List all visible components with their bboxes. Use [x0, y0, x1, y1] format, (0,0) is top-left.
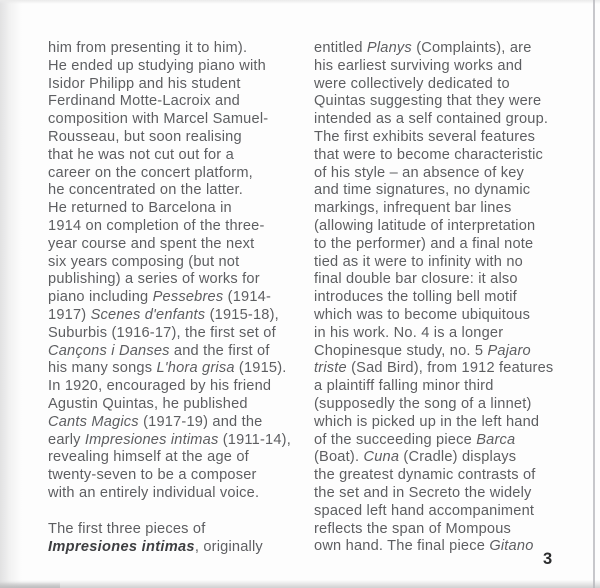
- text-segment: He returned to Barcelona in: [48, 200, 232, 217]
- text-segment: piano including: [48, 289, 153, 306]
- text-segment: him from presenting it to him).: [48, 40, 248, 56]
- text-segment: Quintas suggesting that they were: [314, 93, 542, 110]
- text-line: [314, 236, 582, 254]
- text-segment: which was to become ubiquitous: [314, 306, 531, 323]
- text-segment: (Sad Bird), from 1912 features: [346, 360, 554, 377]
- work-title: Cuna: [363, 449, 400, 466]
- text-column-left: [48, 40, 298, 556]
- text-line: [48, 236, 298, 254]
- text-line: [48, 307, 298, 325]
- text-segment: (1914-: [223, 289, 272, 306]
- text-line: [314, 58, 582, 76]
- text-line: [48, 76, 298, 94]
- text-segment: reflects the span of Mompous: [314, 520, 512, 537]
- text-segment: tied as it were to infinity with no: [314, 253, 523, 270]
- text-segment: (supposedly the song of a linnet): [314, 395, 532, 412]
- text-segment: twenty-seven to be a composer: [48, 467, 257, 484]
- text-line: [48, 200, 298, 218]
- text-line: [48, 325, 298, 343]
- text-segment: intended as a self contained group.: [314, 111, 549, 128]
- text-line: [314, 485, 582, 503]
- text-segment: (Complaints), are: [411, 40, 532, 56]
- text-segment: (1915).: [234, 360, 287, 377]
- text-line: [48, 503, 298, 521]
- text-line: [48, 360, 298, 378]
- work-title: Planys: [366, 40, 412, 56]
- text-line: [314, 521, 582, 539]
- text-segment: to the performer) and a final note: [314, 235, 534, 252]
- text-line: [314, 182, 582, 200]
- text-segment: career on the concert platform,: [48, 164, 253, 181]
- text-segment: own hand. The final piece: [314, 538, 490, 555]
- text-segment: Suburbis (1916-17), the first set of: [48, 324, 276, 341]
- text-segment: 1917): [48, 306, 91, 323]
- text-segment: and time signatures, no dynamic: [314, 182, 531, 199]
- text-line: [314, 289, 582, 307]
- work-title: Barca: [476, 431, 516, 448]
- text-line: [314, 503, 582, 521]
- text-line: [48, 539, 298, 557]
- page-number: 3: [543, 550, 553, 568]
- text-line: [314, 200, 582, 218]
- text-segment: entitled: [314, 40, 367, 56]
- text-line: [48, 432, 298, 450]
- text-segment: Isidor Philipp and his student: [48, 75, 241, 92]
- text-segment: Chopinesque study, no. 5: [314, 342, 488, 359]
- text-segment: (Boat).: [314, 449, 364, 466]
- text-line: [48, 271, 298, 289]
- text-line: [314, 378, 582, 396]
- text-segment: He ended up studying piano with: [48, 57, 266, 74]
- text-line: [314, 218, 582, 236]
- text-line: [314, 307, 582, 325]
- text-segment: The first exhibits several features: [314, 128, 536, 145]
- text-line: [314, 538, 582, 556]
- text-segment: revealing himself at the age of: [48, 449, 249, 466]
- text-line: [314, 93, 582, 111]
- text-line: [48, 343, 298, 361]
- work-title: L'hora grisa: [156, 360, 235, 377]
- text-segment: the greatest dynamic contrasts of: [314, 467, 536, 484]
- text-segment: of his style – an absence of key: [314, 164, 525, 181]
- text-line: [314, 111, 582, 129]
- text-line: [48, 414, 298, 432]
- text-segment: were collectively dedicated to: [314, 75, 510, 92]
- text-line: [314, 343, 582, 361]
- text-segment: (1911-14),: [218, 431, 291, 448]
- text-segment: (1917-19) and the: [138, 413, 263, 430]
- text-segment: that he was not cut out for a: [48, 146, 234, 163]
- text-segment: Agustin Quintas, he published: [48, 395, 248, 412]
- scan-edge-corner-shadow: [0, 582, 60, 588]
- text-segment: with an entirely individual voice.: [48, 484, 260, 501]
- work-title: Cançons i Danses: [48, 342, 170, 359]
- text-segment: final double bar closure: it also: [314, 271, 518, 288]
- text-line: [314, 360, 582, 378]
- text-line: [48, 182, 298, 200]
- text-line: [48, 40, 298, 58]
- text-line: [48, 218, 298, 236]
- text-line: [48, 129, 298, 147]
- text-segment: he concentrated on the latter.: [48, 182, 244, 199]
- work-title: Impresiones intimas: [48, 538, 195, 555]
- text-segment: of the succeeding piece: [314, 431, 477, 448]
- text-line: [48, 254, 298, 272]
- text-line: [314, 76, 582, 94]
- text-segment: In 1920, encouraged by his friend: [48, 378, 272, 395]
- text-segment: , originally: [194, 538, 263, 555]
- text-line: [314, 129, 582, 147]
- text-segment: publishing) a series of works for: [48, 271, 260, 288]
- text-segment: composition with Marcel Samuel-: [48, 111, 269, 128]
- text-line: [314, 325, 582, 343]
- text-segment: early: [48, 431, 85, 448]
- text-line: [48, 289, 298, 307]
- text-line: [314, 432, 582, 450]
- text-segment: (1915-18),: [205, 306, 279, 323]
- text-line: [314, 271, 582, 289]
- text-line: [48, 521, 298, 539]
- text-segment: his earliest surviving works and: [314, 57, 523, 74]
- text-line: [48, 165, 298, 183]
- text-segment: introduces the tolling bell motif: [314, 289, 517, 306]
- text-segment: (allowing latitude of interpretation: [314, 217, 536, 234]
- text-line: [48, 485, 298, 503]
- text-segment: markings, infrequent bar lines: [314, 200, 512, 217]
- work-title: Cants Magics: [48, 413, 139, 430]
- text-segment: The first three pieces of: [48, 520, 206, 537]
- text-segment: that were to become characteristic: [314, 146, 544, 163]
- text-segment: in his work. No. 4 is a longer: [314, 324, 504, 341]
- text-line: [314, 147, 582, 165]
- text-segment: 1914 on completion of the three-: [48, 217, 265, 234]
- text-line: [48, 378, 298, 396]
- text-column-right: [314, 40, 582, 556]
- work-title: Impresiones intimas: [84, 431, 219, 448]
- text-line: [48, 449, 298, 467]
- text-segment: a plaintiff falling minor third: [314, 378, 494, 395]
- text-line: [48, 467, 298, 485]
- text-line: [314, 467, 582, 485]
- text-segment: which is picked up in the left hand: [314, 413, 540, 430]
- text-line: [314, 449, 582, 467]
- text-line: [48, 58, 298, 76]
- text-segment: year course and spent the next: [48, 235, 255, 252]
- text-line: [48, 396, 298, 414]
- text-line: [48, 147, 298, 165]
- text-line: [48, 111, 298, 129]
- text-line: [314, 254, 582, 272]
- text-line: [48, 93, 298, 111]
- text-segment: six years composing (but not: [48, 253, 240, 270]
- text-line: [314, 396, 582, 414]
- text-segment: (Cradle) displays: [399, 449, 517, 466]
- text-segment: spaced left hand accompaniment: [314, 502, 535, 519]
- text-segment: the set and in Secreto the widely: [314, 484, 532, 501]
- text-segment: Rousseau, but soon realising: [48, 128, 242, 145]
- text-segment: and the first of: [169, 342, 270, 359]
- work-title: triste: [314, 360, 347, 377]
- work-title: Pessebres: [152, 289, 224, 306]
- work-title: Scenes d'enfants: [90, 306, 206, 323]
- text-line: [314, 414, 582, 432]
- scan-edge-left-shadow: [0, 0, 22, 588]
- text-segment: Ferdinand Motte-Lacroix and: [48, 93, 240, 110]
- work-title: Pajaro: [487, 342, 531, 359]
- scan-page-edge-line: [593, 0, 595, 588]
- text-line: [314, 40, 582, 58]
- scan-edge-bottom-shadow: [0, 580, 600, 588]
- work-title: Gitano: [489, 538, 534, 555]
- scan-edge-top-shadow: [0, 0, 600, 4]
- text-line: [314, 165, 582, 183]
- text-segment: his many songs: [48, 360, 157, 377]
